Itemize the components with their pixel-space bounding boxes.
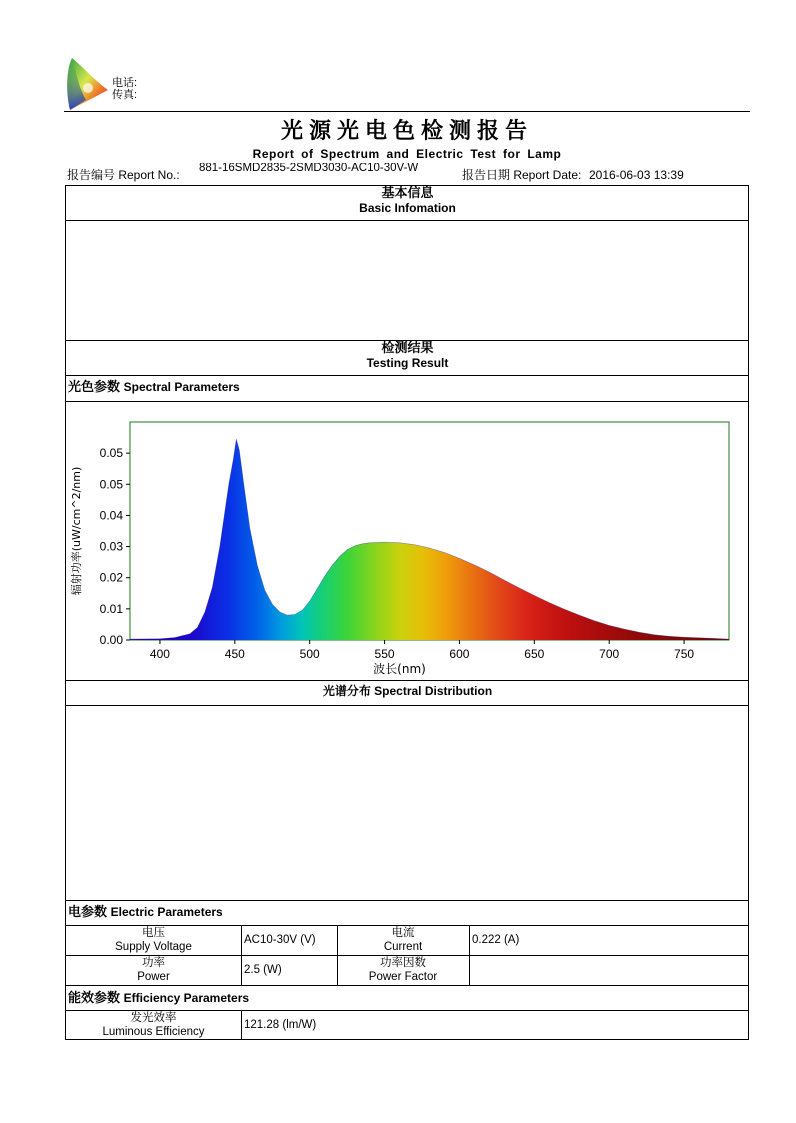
power-value: 2.5 (W)	[244, 964, 282, 976]
chromaticity-logo-icon	[64, 56, 110, 112]
power-label-en: Power	[137, 971, 170, 983]
column-divider	[337, 925, 338, 985]
current-label-cn: 电流	[391, 927, 415, 939]
power-factor-value	[469, 955, 749, 985]
power-factor-label-en: Power Factor	[368, 971, 438, 983]
power-label-cn: 功率	[142, 957, 165, 969]
efficiency-params-cn: 能效参数	[68, 990, 121, 1005]
column-divider	[241, 925, 242, 985]
spectral-params-en: Spectral Parameters	[123, 380, 240, 394]
spectral-distribution-label: 光谱分布 Spectral Distribution	[322, 684, 493, 698]
fax-label: 传真:	[112, 89, 138, 101]
power-factor-label-cn: 功率因数	[380, 957, 426, 969]
current-label-en: Current	[383, 941, 423, 953]
x-tick-label: 450	[224, 647, 245, 661]
row-divider	[66, 900, 749, 901]
report-title-en: Report of Spectrum and Electric Test for Lamp	[252, 147, 562, 161]
electric-params-heading	[68, 904, 223, 920]
x-tick-label: 550	[374, 647, 395, 661]
electric-params-en: Electric Parameters	[110, 905, 223, 919]
y-tick-label: 0.01	[99, 601, 123, 616]
x-tick-label: 500	[299, 647, 320, 661]
efficiency-params-heading	[68, 990, 249, 1006]
testing-result-heading	[66, 341, 749, 371]
voltage-label-en: Supply Voltage	[115, 941, 192, 953]
report-date-label: 报告日期 Report Date:	[462, 168, 582, 182]
column-divider	[241, 1010, 242, 1039]
current-label	[337, 925, 469, 955]
row-divider	[66, 985, 749, 986]
report-no-label: 报告编号 Report No.:	[67, 168, 180, 182]
y-tick-label: 0.02	[99, 570, 123, 585]
electric-params-cn: 电参数	[68, 904, 108, 919]
luminous-efficiency-label-en: Luminous Efficiency	[102, 1025, 205, 1038]
y-tick-label: 0.05	[99, 477, 123, 492]
voltage-label-cn: 电压	[142, 927, 165, 939]
x-tick-label: 600	[449, 647, 470, 661]
current-value: 0.222 (A)	[472, 934, 520, 946]
electric-params-table	[66, 925, 749, 985]
luminous-efficiency-label-cn: 发光效率	[130, 1011, 177, 1024]
voltage-value: AC10-30V (V)	[244, 934, 316, 946]
efficiency-params-table	[66, 1010, 749, 1039]
y-tick-label: 0.05	[99, 446, 123, 461]
basic-info-title-cn: 基本信息	[381, 186, 434, 201]
voltage-label	[66, 925, 241, 955]
power-label	[66, 955, 241, 985]
basic-info-heading	[66, 186, 749, 216]
luminous-efficiency-value: 121.28 (lm/W)	[244, 1018, 317, 1031]
x-axis-label: 波长(nm)	[373, 662, 426, 676]
column-divider	[469, 925, 470, 985]
basic-info-title-en: Basic Infomation	[359, 201, 456, 215]
y-tick-label: 0.00	[99, 633, 123, 647]
report-date-value: 2016-06-03 13:39	[589, 168, 684, 182]
row-divider	[66, 955, 749, 956]
spectral-params-table	[66, 705, 749, 900]
spectral-distribution-chart	[66, 402, 749, 680]
x-tick-label: 400	[149, 647, 170, 661]
efficiency-params-en: Efficiency Parameters	[123, 991, 250, 1005]
x-tick-label: 700	[599, 647, 620, 661]
row-divider	[66, 680, 749, 681]
header-divider	[64, 111, 750, 112]
power-factor-label	[337, 955, 469, 985]
x-tick-label: 650	[524, 647, 545, 661]
y-tick-label: 0.03	[99, 539, 123, 554]
contact-info	[112, 77, 137, 101]
testing-result-title-cn: 检测结果	[381, 341, 434, 356]
spectral-params-cn: 光色参数	[68, 379, 121, 394]
spectral-params-heading	[68, 379, 240, 395]
report-no-value: 881-16SMD2835-2SMD3030-AC10-30V-W	[199, 163, 419, 174]
row-divider	[66, 375, 749, 376]
y-tick-label: 0.04	[99, 508, 123, 523]
x-tick-label: 750	[674, 647, 695, 661]
luminous-efficiency-label	[66, 1010, 241, 1039]
report-title-cn: 光源光电色检测报告	[280, 119, 533, 144]
y-axis-label: 辐射功率(uW/cm^2/nm)	[70, 466, 83, 596]
basic-info-table	[66, 220, 749, 340]
testing-result-title-en: Testing Result	[366, 356, 449, 370]
phone-label: 电话:	[112, 77, 138, 89]
